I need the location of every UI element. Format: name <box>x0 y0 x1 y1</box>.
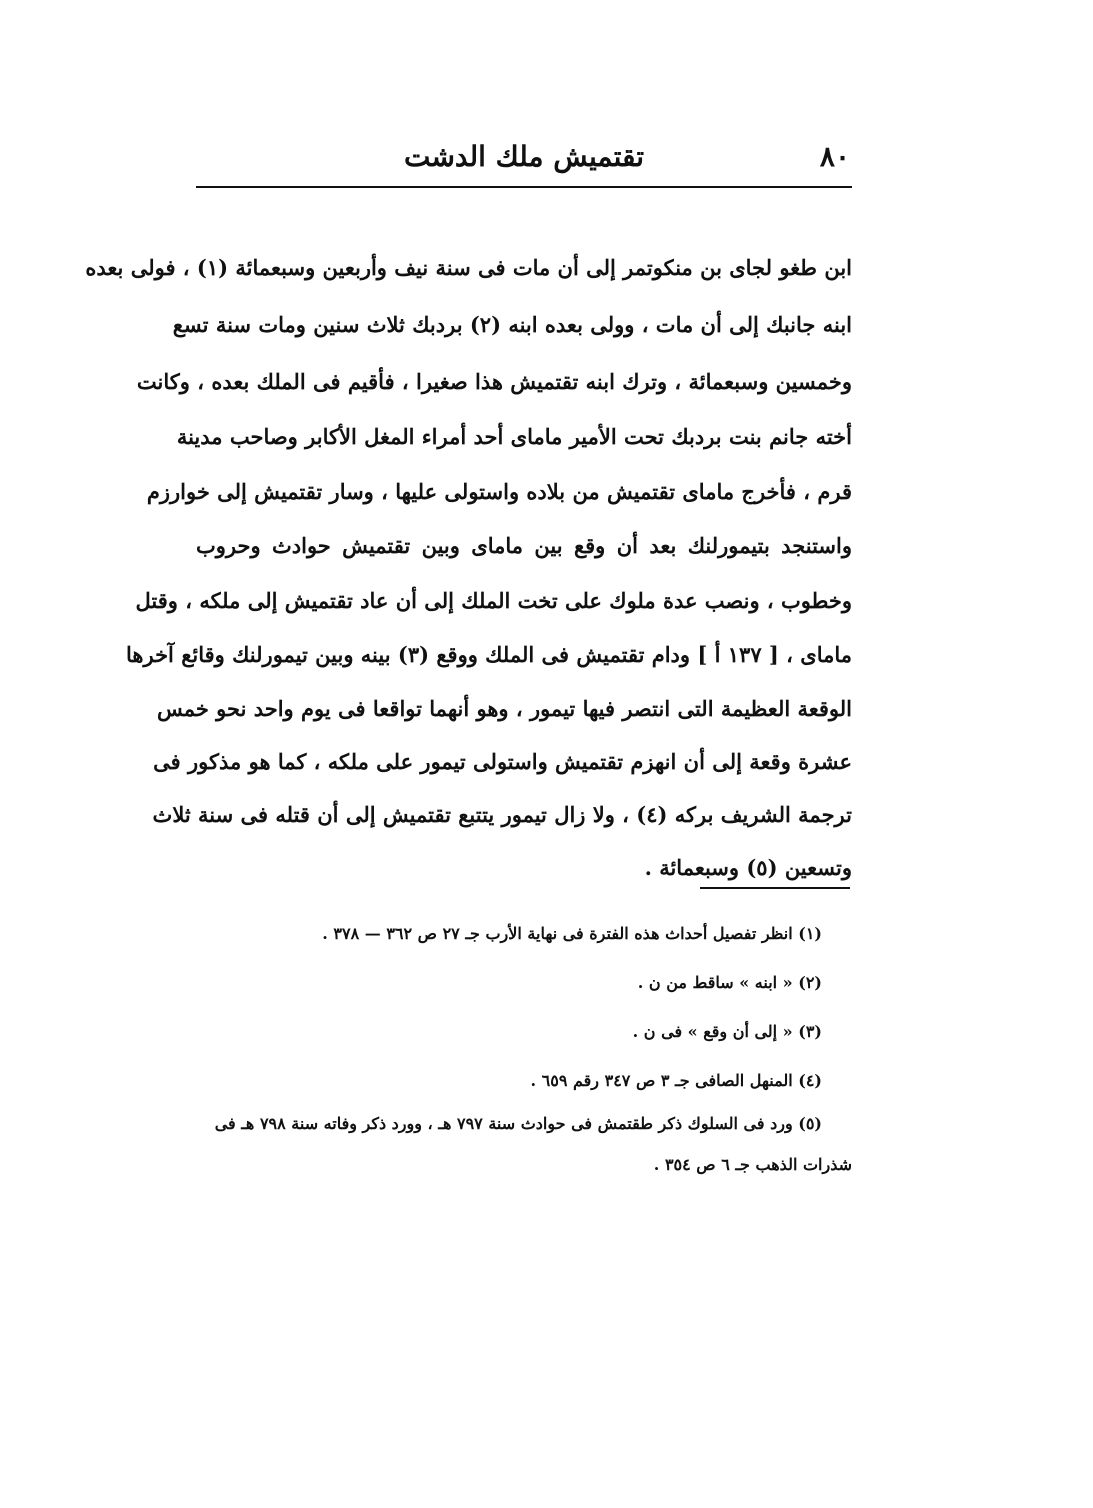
body-line: ماماى ، [ ١٣٧ أ ] ودام تقتميش فى الملك ووقع (٣) بينه وبين تيمورلنك وقائع آخرها <box>126 642 852 667</box>
footnote-3: (٣) « إلى أن وقع » فى ن . <box>632 1022 822 1041</box>
body-line: وخمسين وسبعمائة ، وترك ابنه تقتميش هذا صغيرا ، فأقيم فى الملك بعده ، وكانت <box>136 369 852 394</box>
body-line: الوقعة العظيمة التى انتصر فيها تيمور ، وهو أنهما تواقعا فى يوم واحد نحو خمس <box>156 696 852 721</box>
body-line: قرم ، فأخرج ماماى تقتميش من بلاده واستولى عليها ، وسار تقتميش إلى خوارزم <box>146 479 852 504</box>
page-number: ٨٠ <box>819 140 850 173</box>
footnote-5-continuation: شذرات الذهب جـ ٦ ص ٣٥٤ . <box>653 1155 852 1174</box>
footnote-rule <box>700 887 850 889</box>
body-line: ابنه جانبك إلى أن مات ، وولى بعده ابنه (٢) بردبك ثلاث سنين ومات سنة تسع <box>172 312 852 337</box>
body-line: وخطوب ، ونصب عدة ملوك على تخت الملك إلى أن عاد تقتميش إلى ملكه ، وقتل <box>135 588 852 613</box>
body-line: واستنجد بتيمورلنك بعد أن وقع بين ماماى وبين تقتميش حوادث وحروب <box>196 533 852 558</box>
body-line: ترجمة الشريف بركه (٤) ، ولا زال تيمور يتتبع تقتميش إلى أن قتله فى سنة ثلاث <box>152 802 852 827</box>
footnote-2: (٢) « ابنه » ساقط من ن . <box>637 973 822 992</box>
footnote-1: (١) انظر تفصيل أحداث هذه الفترة فى نهاية الأرب جـ ٢٧ ص ٣٦٢ — ٣٧٨ . <box>322 924 822 943</box>
footnote-4: (٤) المنهل الصافى جـ ٣ ص ٣٤٧ رقم ٦٥٩ . <box>530 1071 822 1090</box>
body-line: عشرة وقعة إلى أن انهزم تقتميش واستولى تيمور على ملكه ، كما هو مذكور فى <box>153 749 852 774</box>
running-title: تقتميش ملك الدشت <box>403 140 645 173</box>
body-line: أخته جانم بنت بردبك تحت الأمير ماماى أحد أمراء المغل الأكابر وصاحب مدينة <box>176 424 852 449</box>
header-rule <box>196 186 852 188</box>
page-header <box>198 140 850 180</box>
footnote-5: (٥) ورد فى السلوك ذكر طقتمش فى حوادث سنة ٧٩٧ هـ ، وورد ذكر وفاته سنة ٧٩٨ هـ فى <box>214 1114 822 1133</box>
body-line: وتسعين (٥) وسبعمائة . <box>644 855 852 880</box>
body-line: ابن طغو لجاى بن منكوتمر إلى أن مات فى سنة نيف وأربعين وسبعمائة (١) ، فولى بعده <box>85 255 852 280</box>
